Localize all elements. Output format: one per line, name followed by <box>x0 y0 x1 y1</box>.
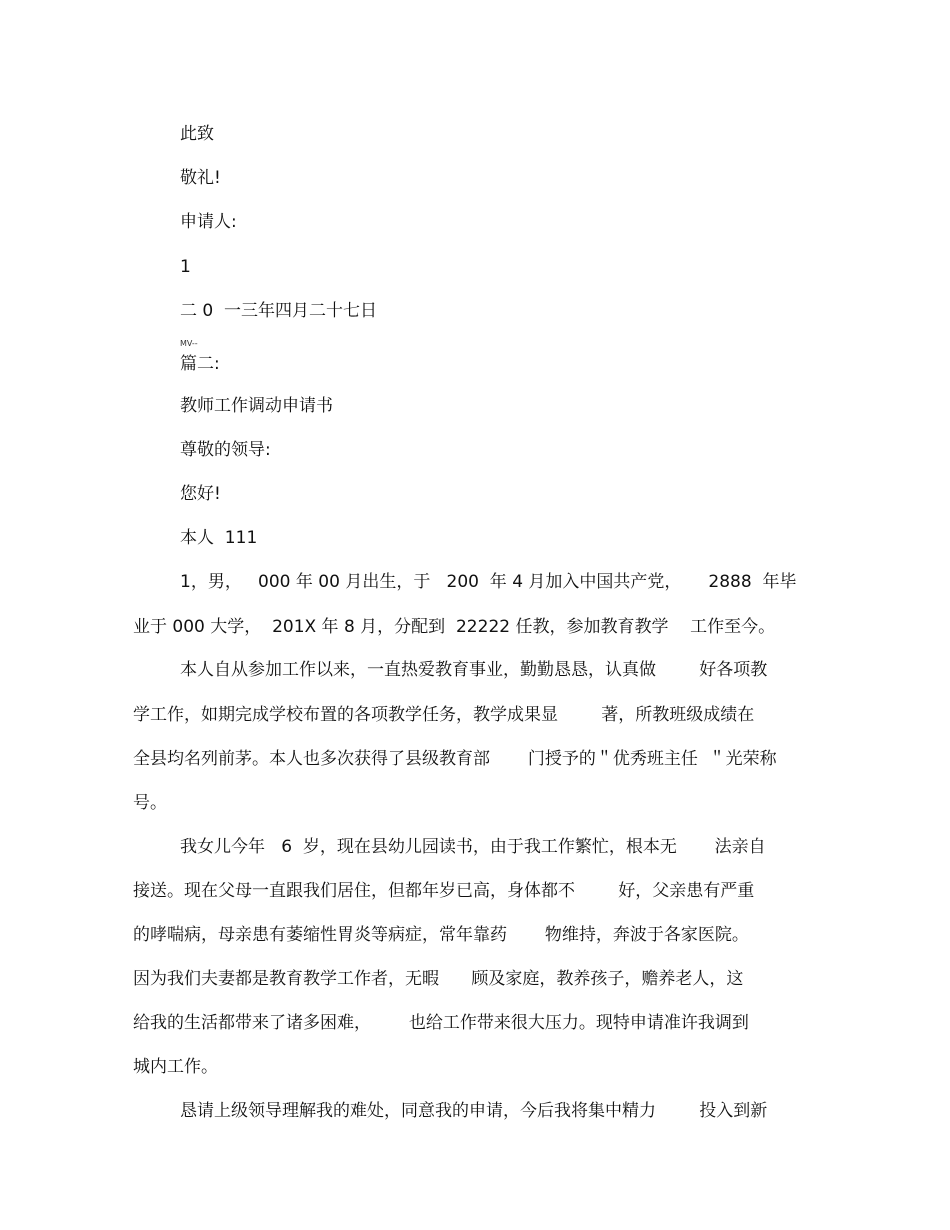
body-line: 业于 000 大学， 201X 年 8 月，分配到 22222 任教，参加教育教学 工作至今。 <box>133 617 776 637</box>
body-line: 因为我们夫妻都是教育教学工作者，无暇 顾及家庭，教养孩子，赡养老人，这 <box>133 969 744 989</box>
body-line: 1，男， 000 年 00 月出生，于 200 年 4 月加入中国共产党， 2888 年毕 <box>180 572 797 592</box>
body-line: 号。 <box>133 793 167 813</box>
applicant-label: 申请人: <box>180 212 237 232</box>
scan-artifact-text: MV-- <box>180 339 198 348</box>
body-line: 给我的生活都带来了诸多困难， 也给工作带来很大压力。现特申请准许我调到 <box>133 1013 749 1033</box>
application-date: 二 0 一三年四月二十七日 <box>180 301 378 321</box>
body-line: 的哮喘病，母亲患有萎缩性胃炎等病症，常年靠药 物维持，奔波于各家医院。 <box>133 925 749 945</box>
body-line: 城内工作。 <box>133 1057 218 1077</box>
letter-greeting: 您好! <box>180 484 221 504</box>
letter-title: 教师工作调动申请书 <box>180 396 333 416</box>
closing-jing-li: 敬礼! <box>180 168 221 188</box>
letter-salutation: 尊敬的领导: <box>180 440 271 460</box>
part-two-heading: 篇二: <box>180 354 220 374</box>
body-line: 学工作，如期完成学校布置的各项教学任务，教学成果显 著，所教班级成绩在 <box>133 705 755 725</box>
page-number: 1 <box>180 257 191 277</box>
body-line: 全县均名列前茅。本人也多次获得了县级教育部 门授予的＂优秀班主任 ＂光荣称 <box>133 749 777 769</box>
body-line: 恳请上级领导理解我的难处，同意我的申请，今后我将集中精力 投入到新 <box>180 1101 768 1121</box>
body-line: 本人自从参加工作以来，一直热爱教育事业，勤勤恳恳，认真做 好各项教 <box>180 660 768 680</box>
closing-ci-zhi: 此致 <box>180 124 214 144</box>
body-line: 接送。现在父母一直跟我们居住，但都年岁已高，身体都不 好，父亲患有严重 <box>133 881 755 901</box>
letter-intro: 本人 111 <box>180 528 258 548</box>
body-line: 我女儿今年 6 岁，现在县幼儿园读书，由于我工作繁忙，根本无 法亲自 <box>180 837 766 857</box>
